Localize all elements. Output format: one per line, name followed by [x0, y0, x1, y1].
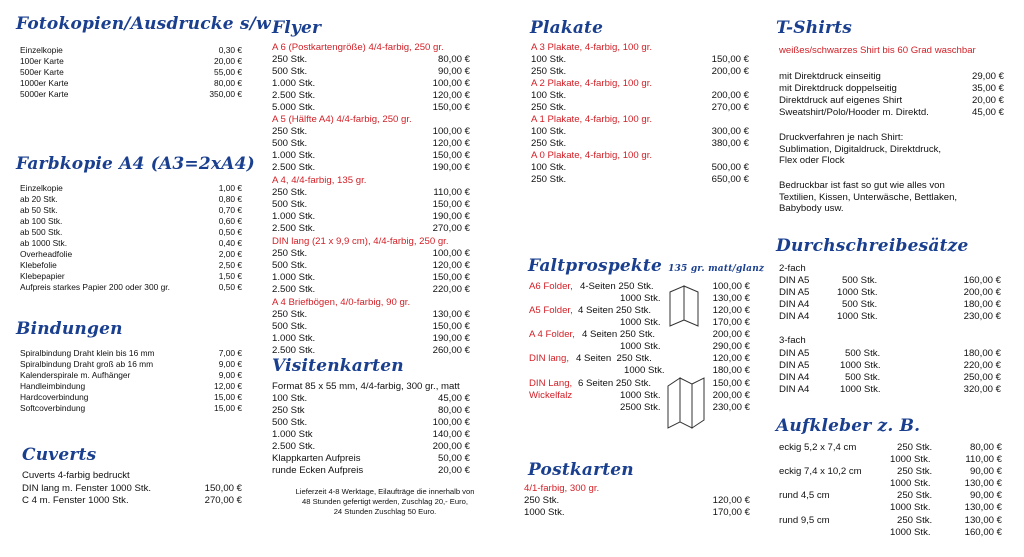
plakate-group-head: A 3 Plakate, 4-farbig, 100 gr.: [531, 42, 653, 53]
list-item: 2.500 Stk. 260,00 €: [272, 345, 470, 356]
cell-qty: 250 Stk.: [897, 490, 933, 501]
list-item: 1.000 Stk 140,00 €: [272, 429, 470, 440]
list-item: C 4 m. Fenster 1000 Stk. 270,00 €: [22, 495, 242, 506]
durchschreibe-3fach: 3-fach: [779, 335, 806, 346]
cell-price: 200,00 €: [963, 287, 1001, 298]
tshirts-bedruckbar: Bedruckbar ist fast so gut wie alles von Textilien, Kissen, Unterwäsche, Bettlaken, Babybody usw.: [779, 180, 958, 214]
list-item: 250 Stk. 270,00 €: [531, 102, 749, 113]
price: 150,00 €: [712, 378, 750, 389]
list-item: 1000 Stk.: [620, 390, 661, 401]
faltprospekte-item-head: DIN Lang,: [529, 378, 573, 389]
cell-qty: 1000 Stk.: [890, 454, 931, 465]
list-item: Softcoverbindung 15,00 €: [20, 403, 242, 413]
list-item: 250 Stk. 100,00 €: [272, 126, 470, 137]
list-item: mit Direktdruck einseitig 29,00 €: [779, 71, 1004, 82]
cell-qty: 500 Stk.: [842, 275, 878, 286]
durchschreibe-title: Durchschreibesätze: [776, 236, 969, 256]
list-item: 250 Stk. 110,00 €: [272, 187, 470, 198]
cell-price: 130,00 €: [964, 478, 1002, 489]
tshirts-head: weißes/schwarzes Shirt bis 60 Grad waschbar: [779, 45, 976, 56]
list-item: 250 Stk. 100,00 €: [272, 248, 470, 259]
list-item: Spiralbindung Draht groß ab 16 mm 9,00 €: [20, 359, 242, 369]
flyer-title: Flyer: [272, 18, 322, 38]
cell-price: 90,00 €: [969, 466, 1002, 477]
plakate-group-head: A 0 Plakate, 4-farbig, 100 gr.: [531, 150, 653, 161]
list-item: 1000 Stk.: [620, 293, 661, 304]
list-item: 2500 Stk.: [620, 402, 661, 413]
tshirts-title: T-Shirts: [776, 18, 852, 38]
list-item: ab 50 Stk. 0,70 €: [20, 205, 242, 215]
list-item: ab 1000 Stk. 0,40 €: [20, 238, 242, 248]
list-item: mit Direktdruck doppelseitig 35,00 €: [779, 83, 1004, 94]
list-item: Klappkarten Aufpreis 50,00 €: [272, 453, 470, 464]
list-item: 1000 Stk.: [624, 365, 665, 376]
list-item: Direktdruck auf eigenes Shirt 20,00 €: [779, 95, 1004, 106]
cell-qty: 1000 Stk.: [840, 360, 881, 371]
cell-qty: 500 Stk.: [845, 372, 881, 383]
list-item: Hardcoverbindung 15,00 €: [20, 392, 242, 402]
plakate-title: Plakate: [530, 18, 604, 38]
cell-price: 130,00 €: [964, 515, 1002, 526]
cell-format: DIN A5: [779, 348, 810, 359]
price: 120,00 €: [712, 353, 750, 364]
cell-qty: 1000 Stk.: [837, 287, 878, 298]
cuverts-intro: Cuverts 4-farbig bedruckt: [22, 470, 130, 481]
list-item: 2.500 Stk. 190,00 €: [272, 162, 470, 173]
list-item: 100 Stk. 150,00 €: [531, 54, 749, 65]
list-item: DIN lang m. Fenster 1000 Stk. 150,00 €: [22, 483, 242, 494]
durchschreibe-2fach: 2-fach: [779, 263, 806, 274]
cell-price: 110,00 €: [965, 454, 1002, 465]
flyer-group-head: A 6 (Postkartengröße) 4/4-farbig, 250 gr.: [272, 42, 444, 53]
list-item: 100er Karte 20,00 €: [20, 56, 242, 66]
cell-price: 320,00 €: [963, 384, 1001, 395]
cell-price: 160,00 €: [963, 275, 1001, 286]
list-item: 250 Stk. 80,00 €: [272, 54, 470, 65]
list-item: ab 500 Stk. 0,50 €: [20, 227, 242, 237]
cell-qty: 250 Stk.: [897, 515, 933, 526]
visitenkarten-title: Visitenkarten: [272, 356, 404, 376]
list-item: 1.000 Stk. 190,00 €: [272, 333, 470, 344]
list-item: 4-Seiten 250 Stk.: [580, 281, 654, 292]
cell-qty: 500 Stk.: [842, 299, 878, 310]
cell-format: DIN A5: [779, 360, 810, 371]
bindungen-title: Bindungen: [16, 319, 123, 339]
cell-qty: 1000 Stk.: [890, 502, 931, 513]
cell-price: 230,00 €: [963, 311, 1001, 322]
list-item: 2.500 Stk. 120,00 €: [272, 90, 470, 101]
list-item: 1000 Stk.: [620, 317, 661, 328]
cell-qty: 1000 Stk.: [890, 478, 931, 489]
list-item: 500er Karte 55,00 €: [20, 67, 242, 77]
price: 120,00 €: [712, 305, 750, 316]
list-item: 2.500 Stk. 200,00 €: [272, 441, 470, 452]
list-item: Overheadfolie 2,00 €: [20, 249, 242, 259]
cell-qty: 250 Stk.: [897, 442, 933, 453]
plakate-group-head: A 1 Plakate, 4-farbig, 100 gr.: [531, 114, 653, 125]
faltprospekte-item-head: A6 Folder,: [529, 281, 573, 292]
list-item: 5000er Karte 350,00 €: [20, 89, 242, 99]
tshirts-verfahren: Druckverfahren je nach Shirt: Sublimation, Digitaldruck, Direktdruck, Flex oder Flock: [779, 132, 942, 166]
flyer-group-head: A 4 Briefbögen, 4/0-farbig, 90 gr.: [272, 297, 411, 308]
list-item: Klebepapier 1,50 €: [20, 271, 242, 281]
list-item: 1.000 Stk. 100,00 €: [272, 78, 470, 89]
cell-price: 180,00 €: [963, 348, 1001, 359]
cell-qty: 500 Stk.: [845, 348, 881, 359]
list-item: ab 100 Stk. 0,60 €: [20, 216, 242, 226]
cell-price: 250,00 €: [963, 372, 1001, 383]
list-item: 250 Stk. 380,00 €: [531, 138, 749, 149]
list-item: 250 Stk. 200,00 €: [531, 66, 749, 77]
cell-price: 80,00 €: [969, 442, 1002, 453]
list-item: 500 Stk. 120,00 €: [272, 260, 470, 271]
list-item: 500 Stk. 90,00 €: [272, 66, 470, 77]
cuverts-title: Cuverts: [22, 445, 97, 465]
cell-size: eckig 5,2 x 7,4 cm: [779, 442, 857, 453]
list-item: 100 Stk. 45,00 €: [272, 393, 470, 404]
list-item: 500 Stk. 120,00 €: [272, 138, 470, 149]
list-item: 500 Stk. 100,00 €: [272, 417, 470, 428]
faltprospekte-item-head: A 4 Folder,: [529, 329, 575, 340]
list-item: 250 Stk. 130,00 €: [272, 309, 470, 320]
price: 200,00 €: [712, 390, 750, 401]
list-item: 1000er Karte 80,00 €: [20, 78, 242, 88]
farbkopie-title: Farbkopie A4 (A3=2xA4): [16, 154, 255, 174]
cell-format: DIN A4: [779, 372, 810, 383]
cell-format: DIN A5: [779, 275, 810, 286]
fotokopien-title: Fotokopien/Ausdrucke s/w: [16, 14, 271, 34]
visitenkarten-note: Lieferzeit 4-8 Werktage, Eilaufträge die innerhalb von 48 Stunden gefertigt werden, Zuschlag 20,- Euro, 24 Stunden Zuschlag 50 Euro.: [295, 487, 475, 516]
price: 100,00 €: [712, 281, 750, 292]
folder-illustration-icon: [666, 282, 706, 432]
cell-format: DIN A5: [779, 287, 810, 298]
list-item: 4 Seiten 250 Stk.: [576, 353, 652, 364]
list-item: 1.000 Stk. 190,00 €: [272, 211, 470, 222]
list-item: Kalenderspirale m. Aufhänger 9,00 €: [20, 370, 242, 380]
list-item: 250 Stk. 120,00 €: [524, 495, 750, 506]
list-item: 1.000 Stk. 150,00 €: [272, 150, 470, 161]
cell-qty: 1000 Stk.: [840, 384, 881, 395]
cell-qty: 1000 Stk.: [890, 527, 931, 538]
price: 200,00 €: [712, 329, 750, 340]
list-item: 2.500 Stk. 270,00 €: [272, 223, 470, 234]
postkarten-head: 4/1-farbig, 300 gr.: [524, 483, 600, 494]
faltprospekte-subtitle: 135 gr. matt/glanz: [668, 264, 765, 274]
list-item: 100 Stk. 500,00 €: [531, 162, 749, 173]
list-item: 250 Stk. 650,00 €: [531, 174, 749, 185]
list-item: 5.000 Stk. 150,00 €: [272, 102, 470, 113]
faltprospekte-item-head: DIN lang,: [529, 353, 569, 364]
visitenkarten-intro: Format 85 x 55 mm, 4/4-farbig, 300 gr., matt: [272, 381, 460, 392]
list-item: ab 20 Stk. 0,80 €: [20, 194, 242, 204]
cell-size: rund 9,5 cm: [779, 515, 830, 526]
cell-price: 90,00 €: [969, 490, 1002, 501]
list-item: 100 Stk. 300,00 €: [531, 126, 749, 137]
faltprospekte-item-head: Wickelfalz: [529, 390, 573, 401]
list-item: 1000 Stk.: [620, 341, 661, 352]
price: 130,00 €: [712, 293, 750, 304]
list-item: Spiralbindung Draht klein bis 16 mm 7,00 €: [20, 348, 242, 358]
cell-format: DIN A4: [779, 299, 810, 310]
list-item: 250 Stk 80,00 €: [272, 405, 470, 416]
list-item: 100 Stk. 200,00 €: [531, 90, 749, 101]
flyer-group-head: DIN lang (21 x 9,9 cm), 4/4-farbig, 250 gr.: [272, 236, 449, 247]
list-item: 500 Stk. 150,00 €: [272, 199, 470, 210]
price: 180,00 €: [712, 365, 750, 376]
flyer-group-head: A 5 (Hälfte A4) 4/4-farbig, 250 gr.: [272, 114, 412, 125]
price: 230,00 €: [712, 402, 750, 413]
price: 290,00 €: [712, 341, 750, 352]
list-item: 1.000 Stk. 150,00 €: [272, 272, 470, 283]
faltprospekte-title: Faltprospekte 135 gr. matt/glanz: [528, 256, 765, 276]
list-item: Handleimbindung 12,00 €: [20, 381, 242, 391]
list-item: runde Ecken Aufpreis 20,00 €: [272, 465, 470, 476]
cell-price: 130,00 €: [964, 502, 1002, 513]
cell-format: DIN A4: [779, 311, 810, 322]
list-item: 1000 Stk. 170,00 €: [524, 507, 750, 518]
cell-price: 180,00 €: [963, 299, 1001, 310]
list-item: Klebefolie 2,50 €: [20, 260, 242, 270]
price: 170,00 €: [712, 317, 750, 328]
plakate-group-head: A 2 Plakate, 4-farbig, 100 gr.: [531, 78, 653, 89]
aufkleber-title: Aufkleber z. B.: [776, 416, 921, 436]
cell-price: 220,00 €: [963, 360, 1001, 371]
list-item: Aufpreis starkes Papier 200 oder 300 gr. 0,50 €: [20, 282, 242, 292]
cell-format: DIN A4: [779, 384, 810, 395]
faltprospekte-item-head: A5 Folder,: [529, 305, 573, 316]
list-item: Einzelkopie 1,00 €: [20, 183, 242, 193]
cell-qty: 250 Stk.: [897, 466, 933, 477]
list-item: 6 Seiten 250 Stk.: [578, 378, 652, 389]
cell-price: 160,00 €: [964, 527, 1002, 538]
postkarten-title: Postkarten: [528, 460, 634, 480]
list-item: 500 Stk. 150,00 €: [272, 321, 470, 332]
list-item: Einzelkopie 0,30 €: [20, 45, 242, 55]
list-item: 4 Seiten 250 Stk.: [578, 305, 652, 316]
cell-size: eckig 7,4 x 10,2 cm: [779, 466, 862, 477]
cell-size: rund 4,5 cm: [779, 490, 830, 501]
list-item: Sweatshirt/Polo/Hooder m. Direktd. 45,00 €: [779, 107, 1004, 118]
list-item: 4 Seiten 250 Stk.: [582, 329, 656, 340]
list-item: 2.500 Stk. 220,00 €: [272, 284, 470, 295]
cell-qty: 1000 Stk.: [837, 311, 878, 322]
flyer-group-head: A 4, 4/4-farbig, 135 gr.: [272, 175, 367, 186]
